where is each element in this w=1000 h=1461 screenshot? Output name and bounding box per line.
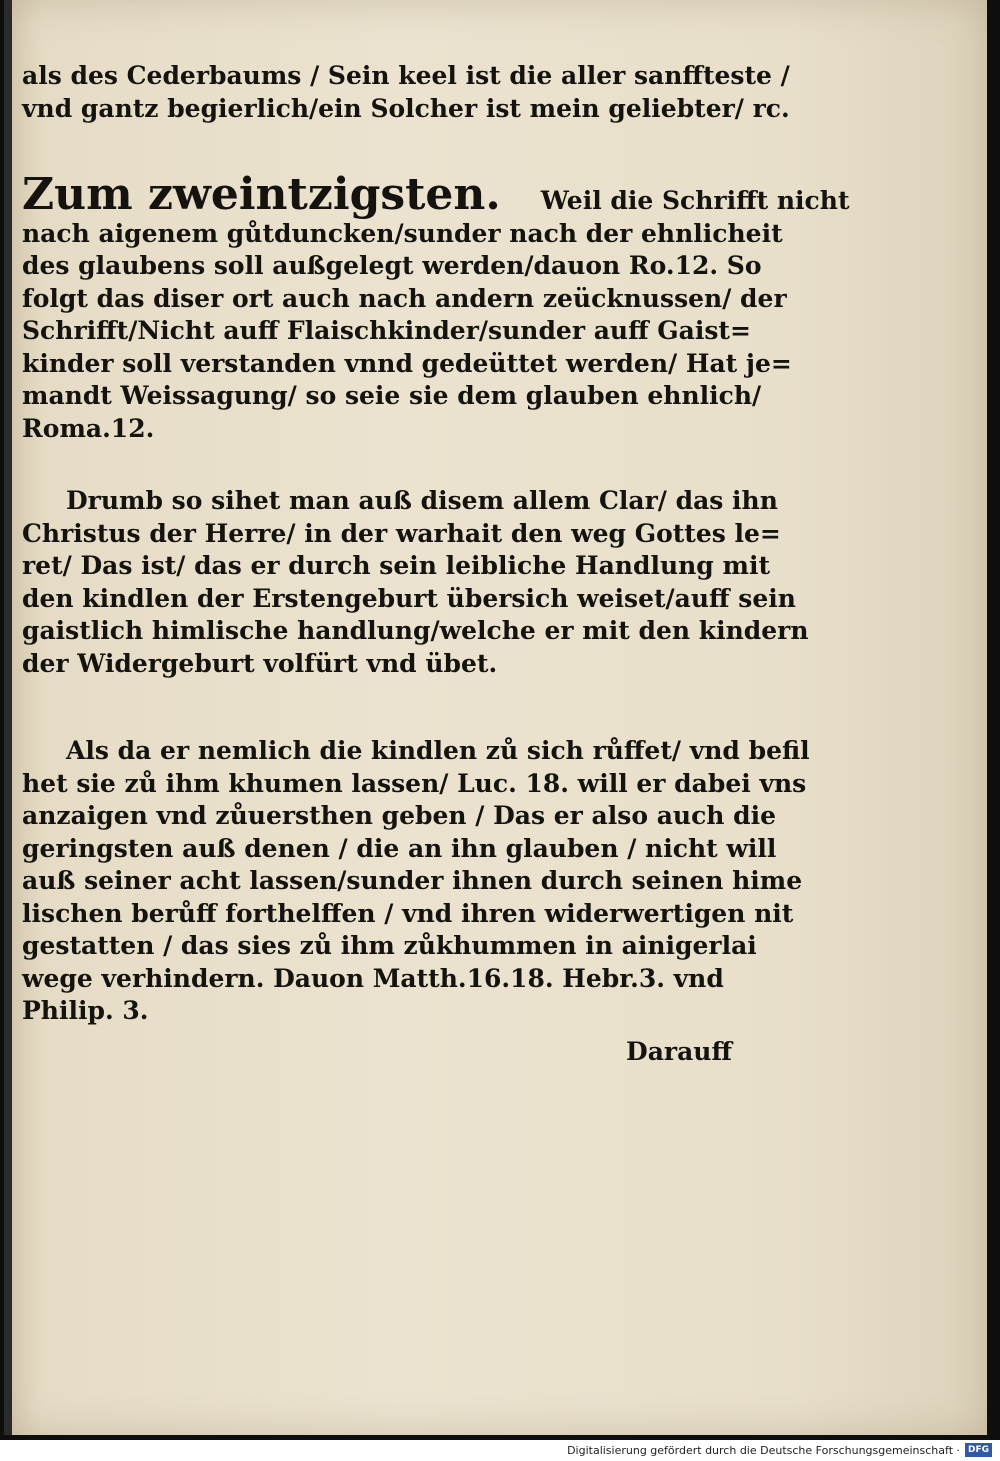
text-line: Roma.12.: [22, 413, 155, 443]
footer-bar: [0, 1440, 1000, 1461]
text-line: het sie zů ihm khumen lassen/ Luc. 18. will er dabei vns: [22, 768, 807, 798]
text-line: vnd gantz begierlich/ein Solcher ist mein geliebter/ rc.: [22, 93, 790, 123]
text-line: den kindlen der Erstengeburt übersich weiset/auff sein: [22, 583, 796, 613]
catchword: Darauff: [626, 1036, 732, 1066]
text-line: lischen berůff forthelffen / vnd ihren widerwertigen nit: [22, 898, 794, 928]
text-line: Schrifft/Nicht auff Flaischkinder/sunder auff Gaist=: [22, 316, 751, 345]
page-gutter-shadow: [4, 0, 12, 1435]
text-line: Drumb so sihet man auß disem allem Clar/ das ihn: [66, 486, 778, 515]
text-line: Als da er nemlich die kindlen zů sich růffet/ vnd befil: [66, 736, 810, 765]
text-line: mandt Weissagung/ so seie sie dem glauben ehnlich/: [22, 381, 762, 410]
text-line: des glaubens soll außgelegt werden/dauon Ro.12. So: [22, 251, 762, 280]
text-line: gaistlich himlische handlung/welche er mit den kindern: [22, 616, 809, 645]
dfg-logo[interactable]: DFG: [965, 1443, 992, 1457]
text-line: kinder soll verstanden vnnd gedeüttet werden/ Hat je=: [22, 348, 792, 378]
text-line: wege verhindern. Dauon Matth.16.18. Hebr.3. vnd: [22, 963, 724, 993]
text-line: ret/ Das ist/ das er durch sein leibliche Handlung mit: [22, 551, 770, 580]
page-text: [22, 60, 850, 1068]
text-line: Weil die Schrifft nicht: [540, 186, 850, 215]
text-line: anzaigen vnd zůuersthen geben / Das er also auch die: [22, 801, 777, 830]
section-heading: Zum zweintzigsten.: [22, 169, 501, 220]
text-line: Christus der Herre/ in der warhait den weg Gottes le=: [22, 518, 781, 548]
text-line: Philip. 3.: [22, 996, 149, 1025]
text-line: der Widergeburt volfürt vnd übet.: [22, 648, 498, 678]
text-line: nach aigenem gůtduncken/sunder nach der ehnlicheit: [22, 218, 783, 248]
book-page: [4, 0, 987, 1435]
text-line: auß seiner acht lassen/sunder ihnen durch seinen hime: [22, 866, 803, 895]
text-line: gestatten / das sies zů ihm zůkhummen in ainigerlai: [22, 931, 757, 960]
funding-credit: Digitalisierung gefördert durch die Deutsche Forschungsgemeinschaft ·: [567, 1444, 960, 1457]
text-line: geringsten auß denen / die an ihn glauben / nicht will: [22, 833, 777, 863]
text-line: folgt das diser ort auch nach andern zeücknussen/ der: [22, 283, 787, 313]
text-line: als des Cederbaums / Sein keel ist die aller sanffteste /: [22, 61, 790, 90]
section-first-line: [22, 169, 850, 220]
